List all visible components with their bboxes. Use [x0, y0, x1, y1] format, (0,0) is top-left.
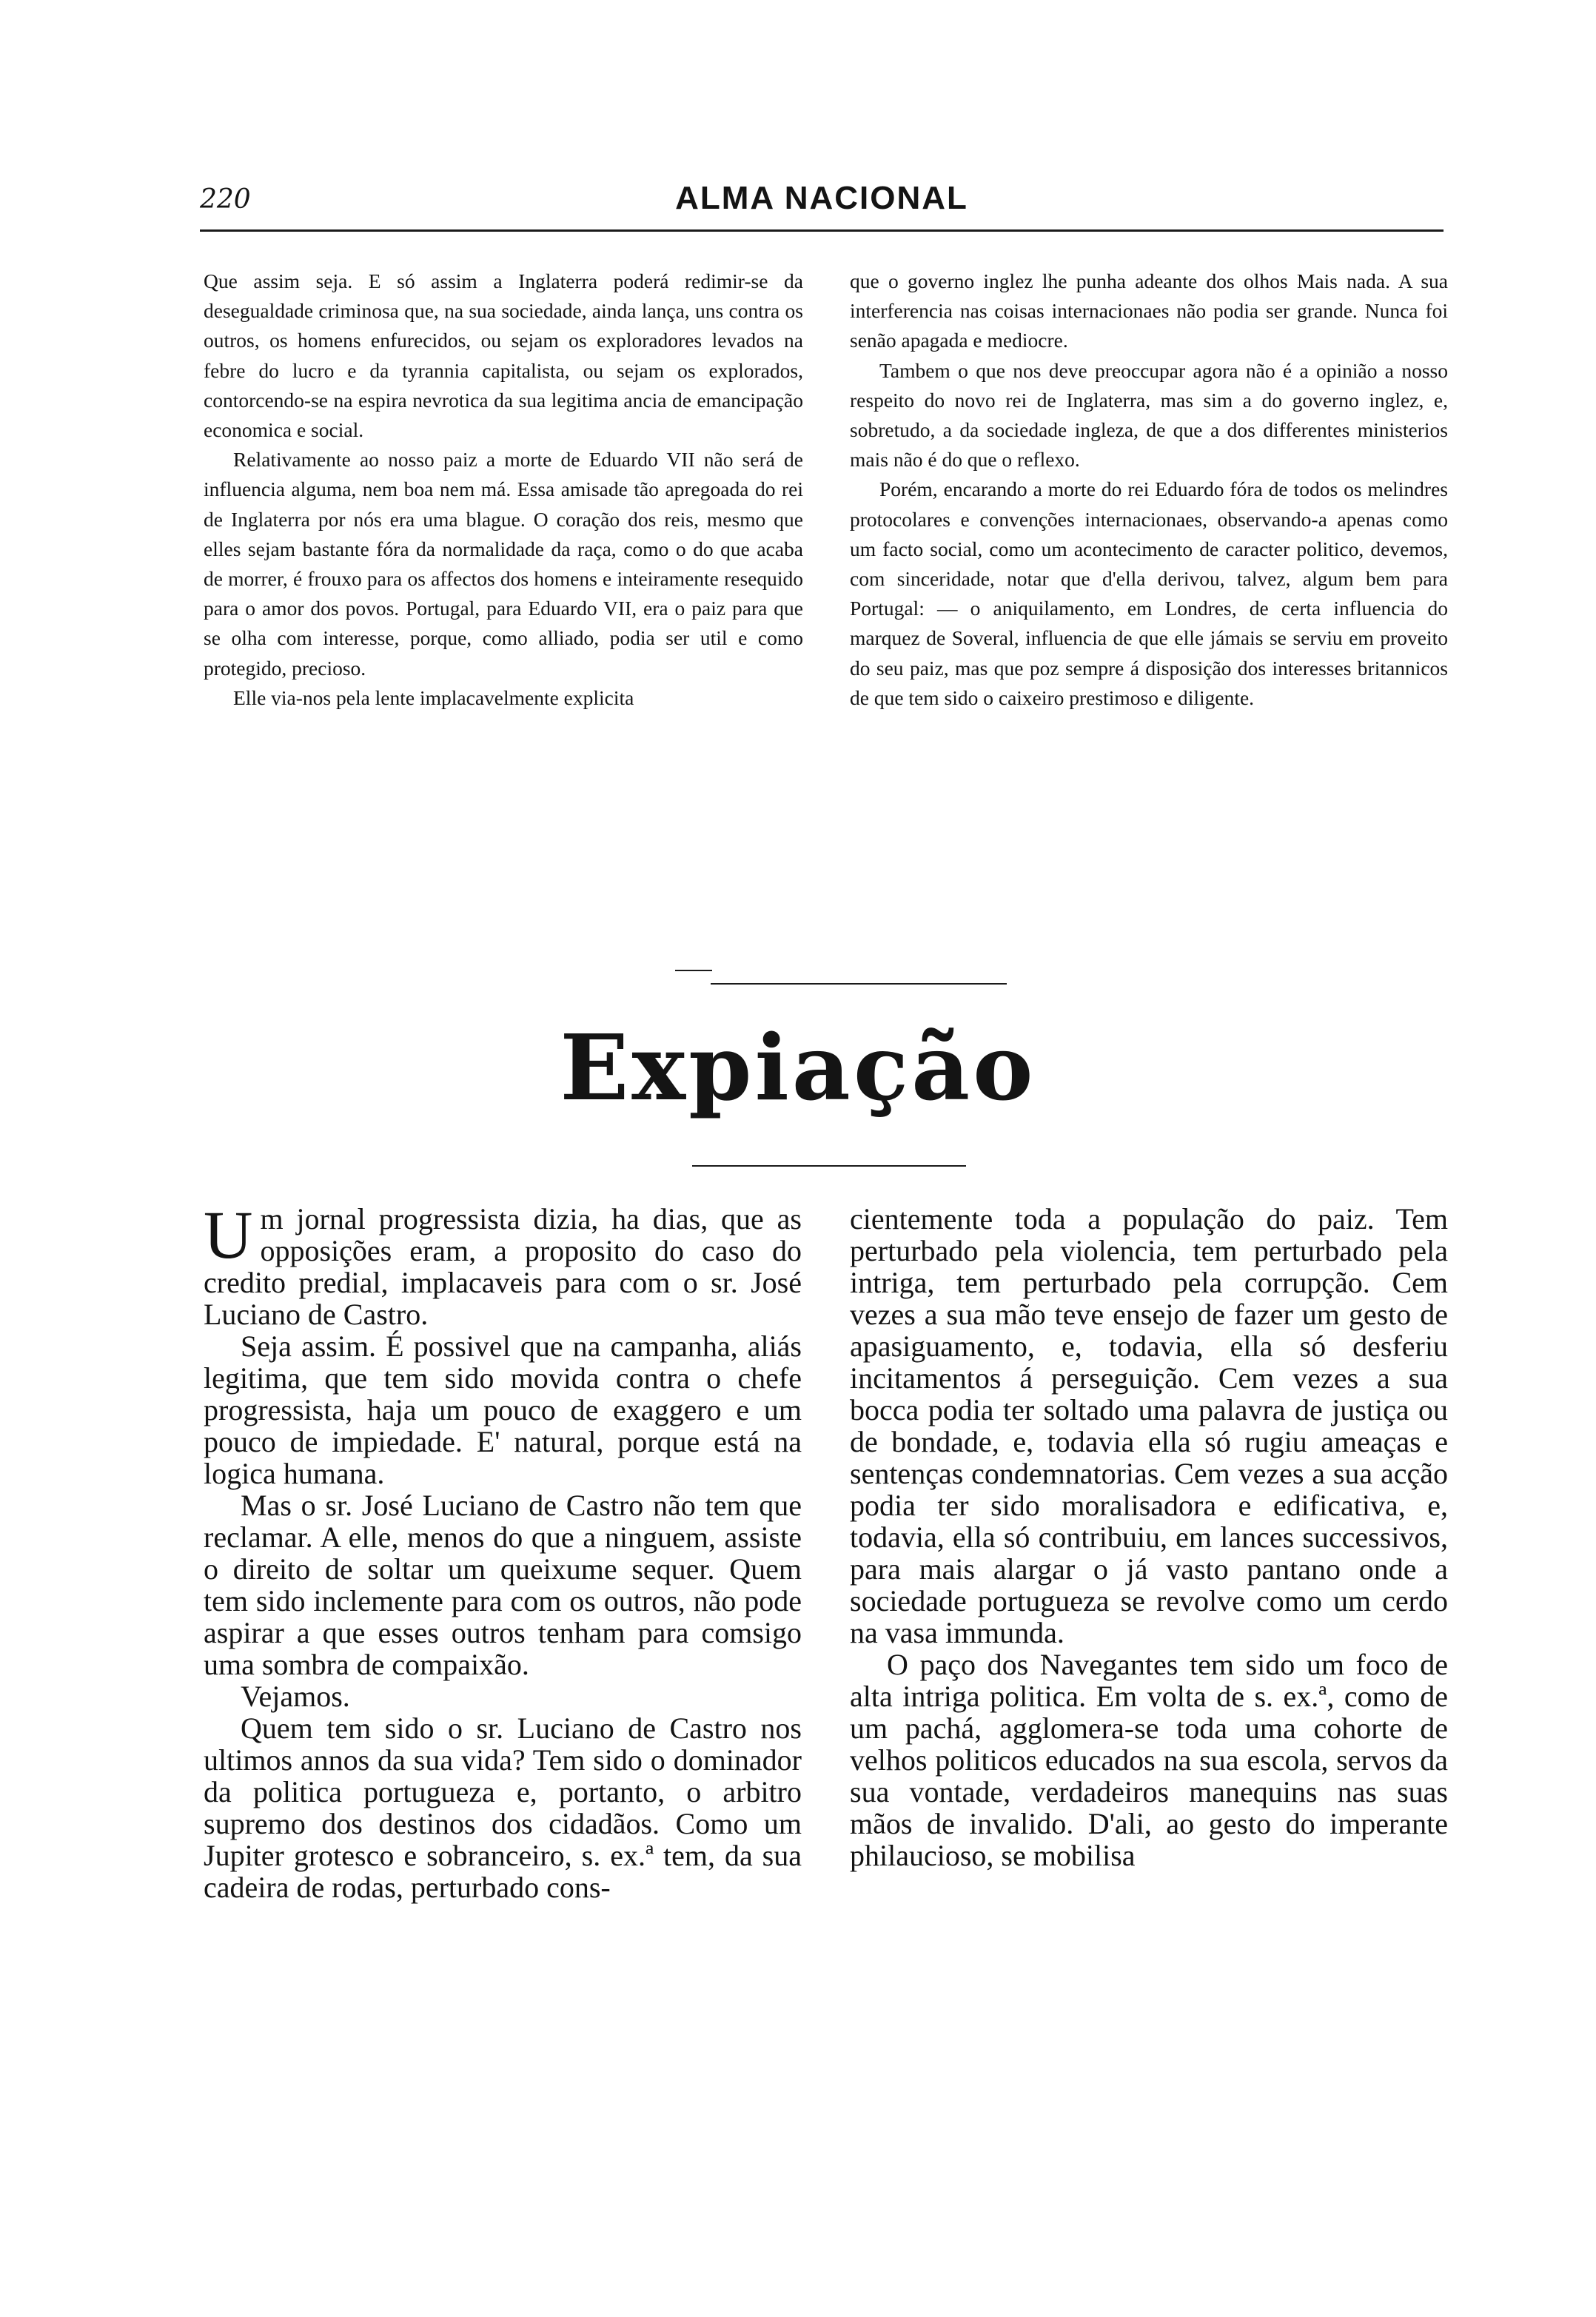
- drop-cap: U: [204, 1197, 253, 1272]
- paragraph: Mas o sr. José Luciano de Castro não tem que reclamar. A elle, menos do que a ninguem, assiste o direito de soltar um queixume sequer. Quem tem sido inclemente para com os outros, não pode aspirar a que esses outros tenham para comsigo uma sombra de compaixão.: [204, 1489, 802, 1681]
- paragraph: Quem tem sido o sr. Luciano de Castro nos ultimos annos da sua vida? Tem sido o dominador da politica portugueza e, portanto, o arbitro supremo dos destinos dos cidadãos. Como um Jupiter grotesco e sobranceiro, s. ex.ª tem, da sua cadeira de rodas, perturbado cons-: [204, 1711, 802, 1904]
- paragraph: Relativamente ao nosso paiz a morte de Eduardo VII não será de influencia alguma, nem boa nem má. Essa amisade tão apregoada do rei de Inglaterra por nós era uma blague. O coração dos reis, mesmo que elles sejam bastante fóra da normalidade da raça, como o do que acaba de morrer, é frouxo para os affectos dos homens e inteiramente resequido para o amor dos povos. Portugal, para Eduardo VII, era o paiz para que se olha com interesse, porque, como alliado, podia ser util e como protegido, precioso.: [204, 448, 803, 680]
- journal-title: ALMA NACIONAL: [675, 180, 968, 216]
- page-number: 220: [200, 184, 251, 215]
- paragraph: O paço dos Navegantes tem sido um foco de alta intriga politica. Em volta de s. ex.ª, como de um pachá, agglomera-se toda uma cohorte de velhos politicos educados na sua escola, servos da sua vontade, verdadeiros manequins nas suas mãos de invalido. D'ali, ao gesto do imperante philaucioso, se mobilisa: [850, 1648, 1448, 1872]
- paragraph: cientemente toda a população do paiz. Tem perturbado pela violencia, tem perturbado pela intriga, tem perturbado pela corrupção. Cem vezes a sua mão teve ensejo de fazer um gesto de apasiguamento, e, todavia, ella só desferiu incitamentos á perseguição. Cem vezes a sua bocca podia ter soltado uma palavra de justiça ou de bondade, e, todavia ella só rugiu ameaças e sentenças condemnatorias. Cem vezes a sua acção podia ter sido moralisadora e edificativa, e, todavia, ella só contribuiu, em lances successivos, para mais alargar o já vasto pantano onde a sociedade portugueza se revolve como um cerdo na vasa immunda.: [850, 1202, 1448, 1649]
- paragraph: Seja assim. É possivel que na campanha, aliás legitima, que tem sido movida contra o chefe progressista, haja um pouco de exaggero e um pouco de impiedade. E' natural, porque está na logica humana.: [204, 1329, 802, 1490]
- paragraph: Tambem o que nos deve preoccupar agora não é a opinião a nosso respeito do novo rei de Inglaterra, mas sim a do governo inglez, e, sobretudo, a da sociedade ingleza, de que a dos differentes ministerios mais não é do que o reflexo.: [850, 358, 1448, 472]
- article1-right-column: [850, 266, 1448, 713]
- paragraph: Que assim seja. E só assim a Inglaterra poderá redimir-se da desegualdade criminosa que, na sua sociedade, ainda lança, uns contra os outros, os homens enfurecidos, ou sejam os exploradores levados na febre do lucro e da tyrannia capitalista, ou sejam os explorados, contorcendo-se na espira nevrotica da sua legitima ancia de emancipação economica e social.: [204, 269, 803, 442]
- article2-left-column: [204, 1197, 802, 1904]
- separator-short: [675, 970, 712, 971]
- running-head: [200, 174, 1444, 226]
- header-rule: [200, 229, 1444, 232]
- paragraph: que o governo inglez lhe punha adeante dos olhos Mais nada. A sua interferencia nas coisas internacionaes não podia ser grande. Nunca foi senão apagada e mediocre.: [850, 269, 1448, 352]
- heading-rule: [692, 1165, 966, 1167]
- paragraph: [204, 1197, 802, 1331]
- paragraph: Elle via-nos pela lente implacavelmente explicita: [233, 685, 634, 709]
- article2-right-column: [850, 1203, 1448, 1871]
- paragraph-text: m jornal progressista dizia, ha dias, que as opposições eram, a proposito do caso do credito predial, implacaveis para com o sr. José Luciano de Castro.: [204, 1202, 802, 1331]
- article1-left-column: [204, 266, 803, 713]
- article-heading: Expiação: [560, 1014, 1036, 1121]
- separator-rule: [711, 983, 1007, 985]
- paragraph: Porém, encarando a morte do rei Eduardo fóra de todos os melindres protocolares e convenções internacionaes, observando-a apenas como um facto social, como um acontecimento de caracter politico, devemos, com sinceridade, notar que d'ella derivou, talvez, algum bem para Portugal: — o aniquilamento, em Londres, de certa influencia do marquez de Soveral, influencia de que elle jámais se serviu em proveito do seu paiz, mas que poz sempre á disposição dos interesses britannicos de que tem sido o caixeiro prestimoso e diligente.: [850, 477, 1448, 709]
- paragraph: Vejamos.: [241, 1680, 350, 1713]
